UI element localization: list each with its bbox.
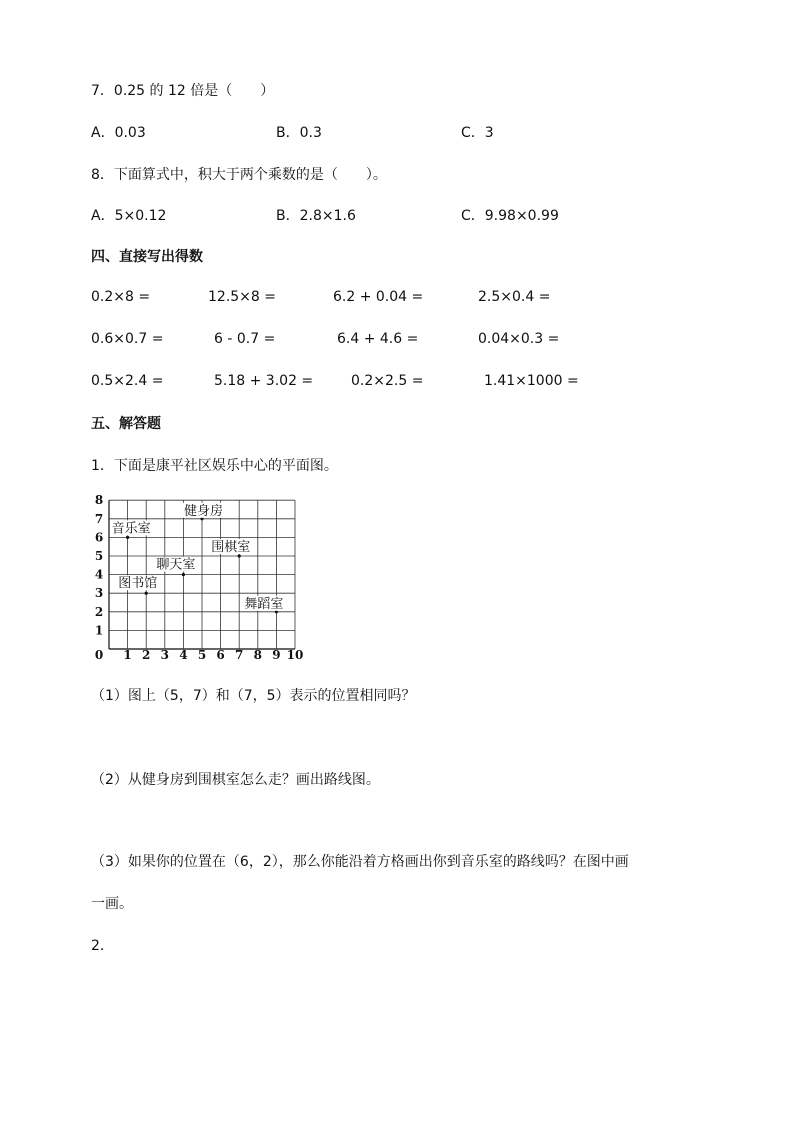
question-7-stem: 7．0.25 的 12 倍是（ ） [91, 83, 275, 99]
calc-item: 1.41×1000 = [484, 373, 579, 389]
calc-item: 0.2×2.5 = [351, 373, 424, 389]
calc-item: 6 - 0.7 = [214, 331, 276, 347]
calc-item: 0.6×0.7 = [91, 331, 164, 347]
calc-item: 12.5×8 = [208, 289, 276, 305]
x-tick-label: 0 [94, 648, 104, 662]
y-tick-label: 3 [94, 586, 104, 601]
community-center-plan-chart [90, 494, 310, 668]
x-tick-label: 1 [123, 648, 132, 662]
y-tick-label: 2 [94, 604, 104, 619]
q7-option-b: B．0.3 [276, 125, 322, 141]
y-tick-label: 6 [94, 530, 104, 545]
calc-item: 6.4 + 4.6 = [337, 331, 419, 347]
y-tick-label: 8 [94, 494, 104, 508]
calc-item: 0.04×0.3 = [478, 331, 560, 347]
location-point [145, 592, 148, 595]
y-tick-label: 1 [94, 623, 104, 638]
question-1-intro: 1．下面是康平社区娱乐中心的平面图。 [91, 458, 338, 474]
location-label: 围棋室 [211, 540, 251, 555]
calc-item: 5.18 + 3.02 = [214, 373, 314, 389]
location-label: 聊天室 [156, 557, 196, 573]
question-1-part-2: （2）从健身房到围棋室怎么走？画出路线图。 [91, 772, 380, 788]
location-point [182, 573, 185, 576]
x-tick-label: 9 [272, 648, 281, 662]
section-4-title: 四、直接写出得数 [91, 249, 203, 265]
x-tick-label: 6 [216, 648, 225, 662]
question-1-part-3-cont: 一画。 [91, 896, 133, 912]
x-tick-label: 5 [197, 648, 207, 662]
calc-item: 0.2×8 = [91, 289, 151, 305]
q8-option-a: A．5×0.12 [91, 208, 167, 224]
q8-option-c: C．9.98×0.99 [461, 208, 559, 224]
q7-option-a: A．0.03 [91, 125, 146, 141]
q7-option-c: C．3 [461, 125, 494, 141]
x-tick-label: 4 [179, 648, 188, 662]
location-label: 舞蹈室 [244, 596, 284, 612]
x-tick-label: 3 [160, 648, 169, 662]
y-tick-label: 5 [94, 549, 104, 563]
x-tick-label: 10 [286, 648, 304, 662]
location-label: 健身房 [184, 503, 224, 519]
question-8-stem: 8．下面算式中，积大于两个乘数的是（ ）。 [91, 167, 387, 183]
question-2-stem: 2． [91, 938, 114, 954]
calc-item: 6.2 + 0.04 = [333, 289, 424, 305]
y-tick-label: 4 [94, 567, 104, 582]
location-label: 图书馆 [118, 576, 158, 592]
y-tick-label: 7 [94, 511, 104, 526]
location-label: 音乐室 [111, 521, 151, 537]
x-tick-label: 7 [235, 648, 244, 662]
question-1-part-1: （1）图上（5，7）和（7，5）表示的位置相同吗？ [91, 688, 416, 704]
calc-item: 2.5×0.4 = [478, 289, 551, 305]
q8-option-b: B．2.8×1.6 [276, 208, 356, 224]
x-tick-label: 8 [253, 648, 262, 662]
section-5-title: 五、解答题 [91, 416, 161, 432]
question-1-part-3: （3）如果你的位置在（6，2），那么你能沿着方格画出你到音乐室的路线吗？在图中画 [91, 854, 629, 870]
calc-item: 0.5×2.4 = [91, 373, 164, 389]
x-tick-label: 2 [142, 648, 151, 662]
